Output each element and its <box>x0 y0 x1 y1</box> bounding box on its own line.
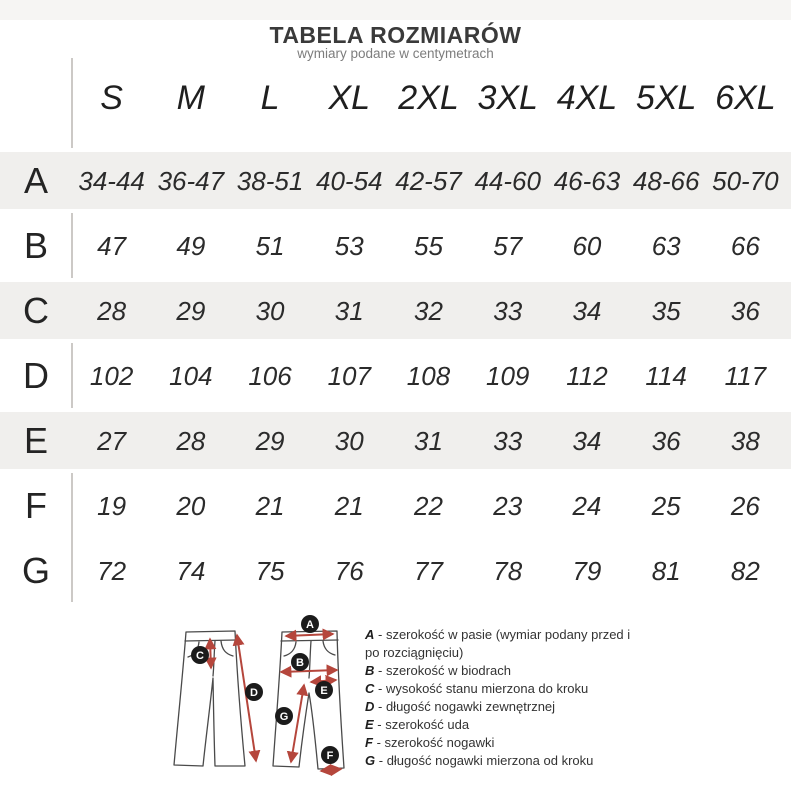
table-cell: 47 <box>97 230 127 261</box>
column-header-l: L <box>260 78 280 117</box>
legend-item-e <box>365 716 645 734</box>
table-row-e <box>0 408 791 473</box>
table-cell: 63 <box>651 230 681 261</box>
legend-letter: B <box>365 663 375 678</box>
table-cell: 44-60 <box>474 165 541 196</box>
row-label: C <box>23 289 49 331</box>
legend-text: - wysokość stanu mierzona do kroku <box>378 681 589 696</box>
legend-letter: G <box>365 753 376 768</box>
table-cell: 107 <box>327 360 371 391</box>
table-cell: 32 <box>414 295 443 326</box>
table-cell: 79 <box>572 555 602 586</box>
column-header-3xl: 3XL <box>477 78 538 117</box>
table-cell: 102 <box>89 360 134 391</box>
table-cell: 104 <box>169 360 213 391</box>
table-cell: 19 <box>97 490 127 521</box>
table-cell: 36 <box>651 425 681 456</box>
column-header-6xl: 6XL <box>715 78 776 117</box>
table-cell: 82 <box>730 555 760 586</box>
table-cell: 36 <box>730 295 760 326</box>
table-cell: 31 <box>334 295 364 326</box>
table-cell: 46-63 <box>553 165 621 196</box>
table-cell: 30 <box>255 295 285 326</box>
table-cell: 36-47 <box>157 165 225 196</box>
row-label: B <box>23 224 48 266</box>
legend-letter: C <box>365 681 375 696</box>
table-cell: 78 <box>493 555 523 586</box>
table-cell: 117 <box>724 360 767 391</box>
table-cell: 77 <box>414 555 443 586</box>
legend-text: - długość nogawki mierzona od kroku <box>378 753 594 768</box>
table-cell: 48-66 <box>632 165 700 196</box>
table-cell: 55 <box>414 230 443 261</box>
column-header-xl: XL <box>328 78 371 117</box>
table-cell: 25 <box>651 490 681 521</box>
table-cell: 21 <box>334 490 364 521</box>
table-cell: 29 <box>255 425 285 456</box>
pants-measurement-diagram <box>163 612 368 802</box>
badge-a-label: A <box>306 619 314 631</box>
table-cell: 106 <box>248 360 292 391</box>
table-cell: 114 <box>645 360 687 391</box>
arrow-c <box>210 639 211 668</box>
legend-text: - szerokość uda <box>377 717 470 732</box>
table-cell: 49 <box>176 230 206 261</box>
column-header-5xl: 5XL <box>635 78 697 117</box>
column-header-4xl: 4XL <box>556 78 618 117</box>
table-cell: 35 <box>651 295 681 326</box>
table-cell: 33 <box>493 425 523 456</box>
page-subtitle: wymiary podane w centymetrach <box>297 46 494 61</box>
row-label: D <box>23 354 49 396</box>
table-cell: 23 <box>493 490 523 521</box>
size-table <box>0 60 791 603</box>
table-cell: 72 <box>97 555 127 586</box>
table-cell: 66 <box>730 230 760 261</box>
table-cell: 28 <box>97 295 127 326</box>
badge-g-label: G <box>279 711 289 723</box>
table-cell: 20 <box>176 490 206 521</box>
badge-d-label: D <box>250 687 258 699</box>
table-cell: 28 <box>176 425 206 456</box>
table-cell: 34 <box>572 425 602 456</box>
table-cell: 74 <box>176 555 206 586</box>
table-row-g <box>0 538 791 603</box>
page-title: TABELA ROZMIARÓW <box>269 22 522 48</box>
row-label: A <box>23 159 48 201</box>
table-cell: 50-70 <box>712 165 779 196</box>
badge-e-label: E <box>320 685 328 697</box>
legend-item-a <box>365 626 645 662</box>
table-cell: 112 <box>566 360 608 391</box>
table-row-a <box>0 148 791 213</box>
legend-letter: A <box>365 627 375 642</box>
table-cell: 38-51 <box>236 165 304 196</box>
table-cell: 26 <box>730 490 760 521</box>
top-strip <box>0 0 791 20</box>
column-header-2xl: 2XL <box>398 78 459 117</box>
legend-letter: D <box>365 699 375 714</box>
table-row-f <box>0 473 791 538</box>
table-cell: 30 <box>334 425 364 456</box>
table-row-b <box>0 213 791 278</box>
legend-text: - szerokość w biodrach <box>378 663 511 678</box>
table-cell: 42-57 <box>395 165 462 196</box>
badge-f-label: F <box>326 750 334 762</box>
table-cell: 40-54 <box>316 165 383 196</box>
table-cell: 33 <box>493 295 523 326</box>
table-cell: 108 <box>406 360 451 391</box>
table-cell: 27 <box>97 425 127 456</box>
table-cell: 109 <box>486 360 530 391</box>
table-cell: 76 <box>334 555 364 586</box>
row-label: G <box>21 549 50 591</box>
legend-item-f <box>365 734 645 752</box>
row-label: E <box>23 419 48 461</box>
legend-text: - szerokość w pasie (wymiar podany przed i po rozciągnięciu) <box>365 627 631 660</box>
table-cell: 24 <box>572 490 602 521</box>
table-cell: 51 <box>255 230 285 261</box>
legend-item-c <box>365 680 645 698</box>
legend-item-d <box>365 698 645 716</box>
measurement-legend <box>365 626 645 770</box>
legend-item-b <box>365 662 645 680</box>
table-cell: 60 <box>572 230 602 261</box>
badge-b-label: B <box>296 657 304 669</box>
legend-letter: F <box>365 735 373 750</box>
table-row-d <box>0 343 791 408</box>
table-cell: 34 <box>572 295 602 326</box>
table-header-row <box>0 60 791 148</box>
column-header-m: M <box>176 78 205 117</box>
table-row-c <box>0 278 791 343</box>
row-label: F <box>25 484 47 526</box>
table-cell: 53 <box>334 230 364 261</box>
table-cell: 22 <box>414 490 443 521</box>
legend-item-g <box>365 752 645 770</box>
legend-letter: E <box>365 717 374 732</box>
table-cell: 75 <box>255 555 285 586</box>
table-cell: 57 <box>493 230 523 261</box>
legend-text: - szerokość nogawki <box>376 735 495 750</box>
table-cell: 29 <box>176 295 206 326</box>
table-cell: 38 <box>730 425 760 456</box>
table-cell: 21 <box>255 490 285 521</box>
column-header-s: S <box>100 78 123 117</box>
table-cell: 31 <box>414 425 443 456</box>
badge-c-label: C <box>196 650 204 662</box>
legend-text: - długość nogawki zewnętrznej <box>378 699 556 714</box>
table-cell: 81 <box>651 555 681 586</box>
table-cell: 34-44 <box>78 165 145 196</box>
